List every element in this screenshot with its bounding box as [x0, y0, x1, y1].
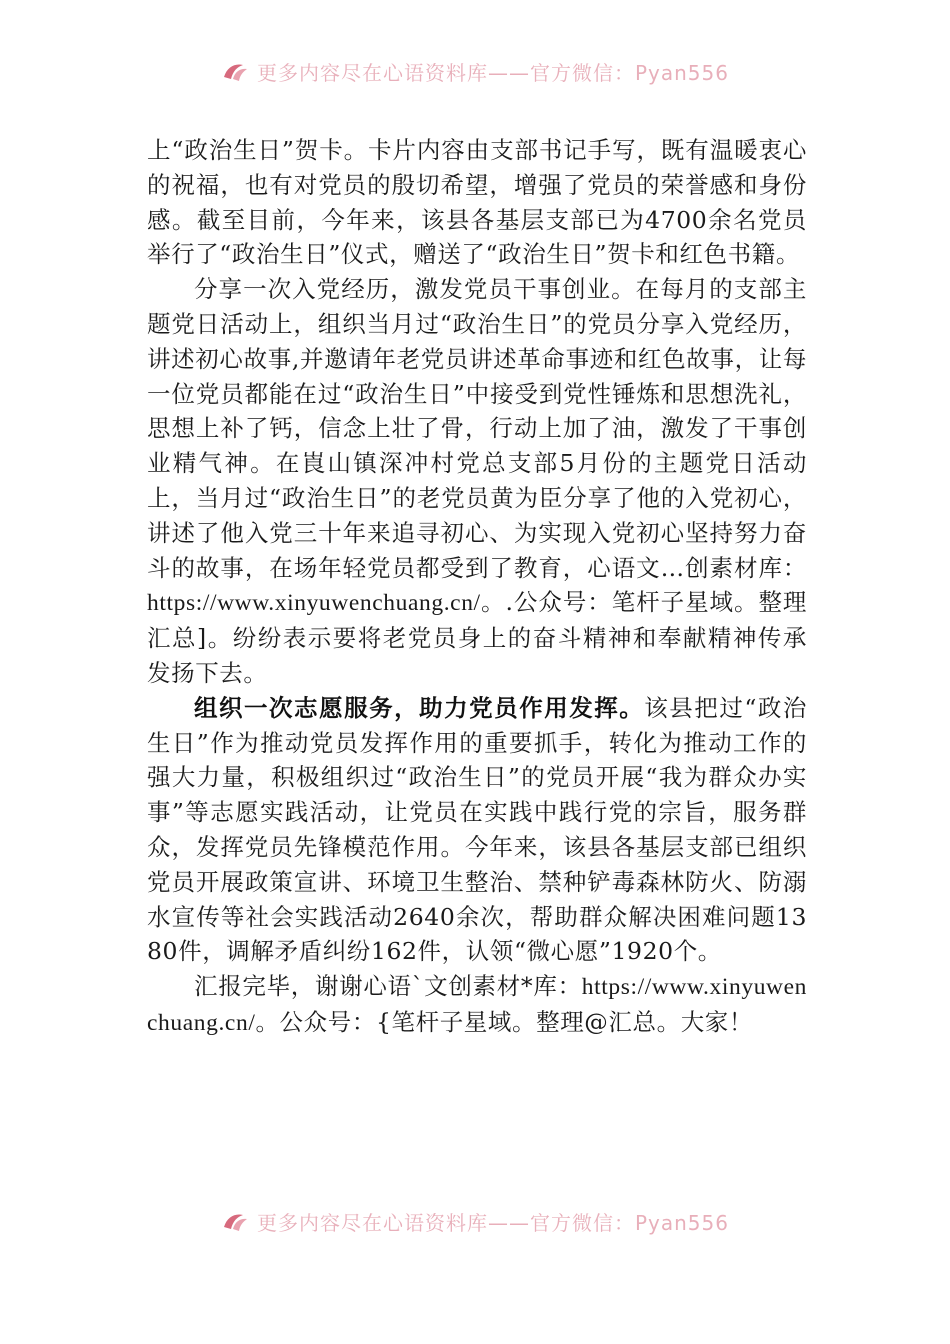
section-heading: 组织一次志愿服务，助力党员作用发挥。	[194, 693, 645, 722]
paragraph-volunteer-service	[147, 691, 807, 969]
watermark-logo-icon	[221, 59, 249, 83]
header-watermark	[0, 56, 950, 86]
watermark-logo-icon	[221, 1209, 249, 1233]
paragraph-share-experience	[147, 272, 807, 691]
paragraph-text: 。.公众号：笔杆子星域。整理汇总]。纷纷表示要将老党员身上的奋斗精神和奉献精神传承发扬下去。	[147, 588, 807, 687]
document-body	[147, 133, 807, 1041]
watermark-text: 更多内容尽在心语资料库——官方微信：Pyan556	[256, 1210, 729, 1235]
watermark-text: 更多内容尽在心语资料库——官方微信：Pyan556	[256, 60, 729, 85]
website-link[interactable]: https://www.xinyuwenchuang.cn/	[147, 974, 807, 1036]
footer-watermark	[0, 1206, 950, 1236]
paragraph-text: 该县把过“政治生日”作为推动党员发挥作用的重要抓手，转化为推动工作的强大力量，积极组织过“政治生日”的党员开展“我为群众办实事”等志愿实践活动，让党员在实践中践行党的宗旨，服务群众，发挥党员先锋模范作用。今年来，该县各基层支部已组织党员开展政策宣讲、环境卫生整治、禁种铲毒森林防火、防溺水宣传等社会实践活动2640余次，帮助群众解决困难问题1380件，调解矛盾纠纷162件，认领“微心愿”1920个。	[147, 693, 807, 966]
paragraph-closing	[147, 969, 807, 1041]
website-link[interactable]: https://www.xinyuwenchuang.cn/	[147, 590, 481, 617]
paragraph-text: 汇报完毕，谢谢心语`文创素材*库：	[194, 972, 582, 1001]
paragraph-text: 分享一次入党经历，激发党员干事创业。在每月的支部主题党日活动上，组织当月过“政治生日”的党员分享入党经历，讲述初心故事,并邀请年老党员讲述革命事迹和红色故事，让每一位党员都能在过“政治生日”中接受到党性锤炼和思想洗礼，思想上补了钙，信念上壮了骨，行动上加了油，激发了干事创业精气神。在崀山镇深冲村党总支部5月份的主题党日活动上，当月过“政治生日”的老党员黄为臣分享了他的入党初心，讲述了他入党三十年来追寻初心、为实现入党初心坚持努力奋斗的故事，在场年轻党员都受到了教育，心语文…创素材库：	[147, 275, 807, 582]
paragraph-text: 。公众号：{笔杆子星域。整理@汇总。大家！	[255, 1007, 754, 1036]
paragraph-card-conclusion: 上“政治生日”贺卡。卡片内容由支部书记手写，既有温暖衷心的祝福，也有对党员的殷切希望，增强了党员的荣誉感和身份感。截至目前，今年来，该县各基层支部已为4700余名党员举行了“政治生日”仪式，赠送了“政治生日”贺卡和红色书籍。	[147, 136, 807, 269]
